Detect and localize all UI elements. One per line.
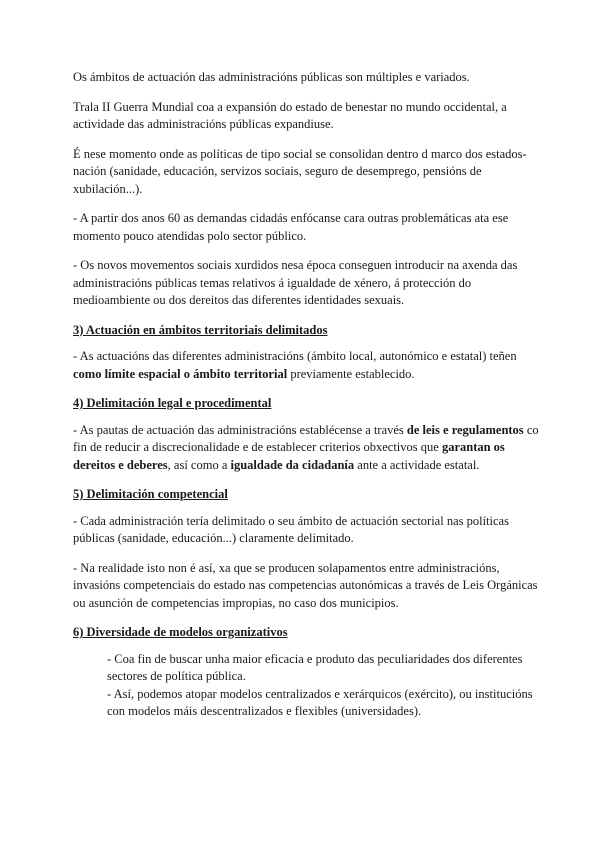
section-3-text-1: - As actuacións das diferentes administracións (ámbito local, autonómico e estatal) teñen: [73, 349, 517, 363]
section-3-paragraph: [73, 348, 543, 383]
section-4-paragraph: [73, 422, 543, 475]
section-3-text-2: previamente establecido.: [287, 366, 415, 381]
welfare-state-paragraph: Trala II Guerra Mundial coa a expansión do estado de benestar no mundo occidental, a actividade das administracións públicas expandiuse.: [73, 99, 507, 131]
social-policies-paragraph: É nese momento onde as políticas de tipo social se consolidan dentro d marco dos estados-nación (sanidade, educación, servizos sociais, seguro de desemprego, pensións de xubilación...).: [73, 146, 527, 196]
intro-paragraph: Os ámbitos de actuación das administracións públicas son múltiples e variados.: [73, 70, 470, 84]
document-page: [73, 69, 543, 721]
section-4-text-1: - As pautas de actuación das administracións establécense a través: [73, 422, 407, 437]
social-movements-paragraph: - Os novos movementos sociais xurdidos nesa época conseguen introducir na axenda das administracións públicas temas relativos á igualdade de xénero, á protección do medioambiente ou dos dereitos das diferentes identidades sexuais.: [73, 258, 518, 307]
section-4-text-3: , así como a: [167, 457, 231, 472]
section-4-bold-1: de leis e regulamentos: [406, 422, 524, 437]
section-4-bold-3: igualdade da cidadanía: [230, 457, 355, 472]
section-4-bold-2: garantan os dereitos e deberes: [73, 440, 505, 472]
section-6-heading: 6) Diversidade de modelos organizativos: [73, 625, 288, 639]
section-4-text-2: co fin de reducir a discrecionalidade e de establecer criterios obxectivos que: [73, 422, 539, 454]
demands-paragraph: - A partir dos anos 60 as demandas cidadás enfócanse cara outras problemáticas ata ese momento pouco atendidas polo sector público.: [73, 211, 509, 243]
list-item: - Coa fin de buscar unha maior eficacia e produto das peculiaridades dos diferentes sectores de política pública.: [107, 651, 523, 683]
section-5-paragraph-2: - Na realidade isto non é así, xa que se producen solapamentos entre administracións, invasións competenciais do estado nas competencias autonómicas a través de Leis Orgánicas ou asunción de competencias impropias, no caso dos municipios.: [73, 560, 538, 610]
section-6-list: [107, 651, 543, 721]
section-3-bold-1: como límite espacial o ámbito territorial: [73, 366, 288, 381]
list-item: - Así, podemos atopar modelos centralizados e xerárquicos (exército), ou institucións con modelos máis descentralizados e flexibles (universidades).: [107, 686, 533, 718]
section-5-paragraph-1: - Cada administración tería delimitado o seu ámbito de actuación sectorial nas políticas públicas (sanidade, educación...) claramente delimitado.: [73, 513, 509, 545]
section-5-heading: 5) Delimitación competencial: [73, 487, 228, 501]
section-3-heading: 3) Actuación en ámbitos territoriais delimitados: [73, 322, 328, 337]
section-4-text-4: ante a actividade estatal.: [354, 457, 480, 472]
section-4-heading: 4) Delimitación legal e procedimental: [73, 396, 272, 410]
